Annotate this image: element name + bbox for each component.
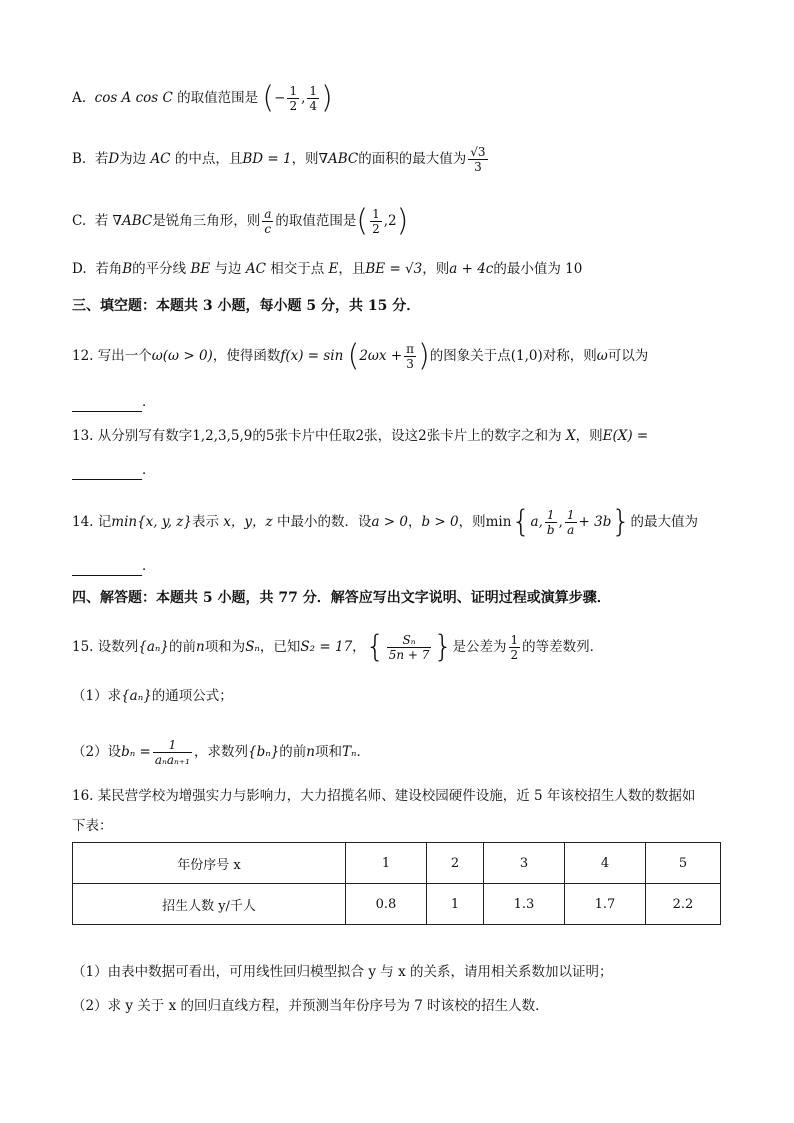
math-expr: ∇ABC xyxy=(318,151,359,167)
numerator: √3 xyxy=(470,145,486,159)
text: 与边 xyxy=(214,261,242,277)
table-cell: 4 xyxy=(565,843,646,884)
period: ． xyxy=(142,462,156,478)
option-a xyxy=(72,80,734,116)
numerator: π xyxy=(406,342,415,356)
text: 项和为 xyxy=(204,639,246,655)
text: 若角 xyxy=(95,261,123,277)
comma: , xyxy=(301,90,306,106)
answer-blank-14[interactable] xyxy=(72,556,734,576)
math-expr: x，y，z xyxy=(223,514,273,530)
text: 的前 xyxy=(168,639,196,655)
numerator: 1 xyxy=(372,207,380,221)
brace-open: { xyxy=(511,504,531,540)
table-cell: 0.8 xyxy=(346,884,427,925)
paren-close: ) xyxy=(321,80,333,116)
math-expr: (1,0) xyxy=(510,348,543,364)
text: 表示 xyxy=(192,514,219,530)
question-16-line-2: 下表： xyxy=(72,818,113,834)
question-15-part-1 xyxy=(72,686,734,706)
period: ． xyxy=(142,558,156,574)
fraction xyxy=(153,738,192,767)
math-var: X xyxy=(565,428,576,444)
text: 为边 xyxy=(119,151,147,167)
denominator: 3 xyxy=(406,357,414,371)
blank-line[interactable] xyxy=(72,465,142,480)
option-c xyxy=(72,203,734,239)
math-var: D xyxy=(108,151,120,167)
denominator: 2 xyxy=(289,99,298,113)
table-cell: 2.2 xyxy=(646,884,721,925)
question-12 xyxy=(72,338,734,374)
text: 若 xyxy=(94,213,109,229)
table-cell: 1.3 xyxy=(484,884,565,925)
fraction xyxy=(262,207,273,236)
blank-line[interactable] xyxy=(72,397,142,412)
math-expr: S₂ = 17 xyxy=(300,639,353,655)
denominator: 2 xyxy=(510,648,519,662)
math-expr: min{x, y, z} xyxy=(111,514,192,530)
brace-close: } xyxy=(433,629,453,665)
paren-open: ( xyxy=(262,80,275,116)
question-14 xyxy=(72,504,734,540)
question-15-part-2 xyxy=(72,738,734,767)
text: ，求数列 xyxy=(194,744,248,760)
math-expr: BD = 1 xyxy=(242,151,292,167)
fraction xyxy=(545,508,557,537)
text: 写出一个 xyxy=(97,348,152,364)
fraction xyxy=(565,508,577,537)
text: ，使得函数 xyxy=(212,348,281,364)
question-15 xyxy=(72,629,734,665)
math-expr: cos A cos C xyxy=(94,90,173,106)
math-var: B xyxy=(122,261,133,277)
numerator: Sₙ xyxy=(387,633,432,648)
math-expr: {bₙ} xyxy=(248,744,280,760)
text: 中最小的数．设 xyxy=(276,514,372,530)
option-text: 的取值范围是 xyxy=(177,90,259,106)
text: ，则 xyxy=(458,514,486,530)
math-expr: 2ωx + xyxy=(359,348,403,364)
text: 设数列 xyxy=(97,639,139,655)
numerator: 1 xyxy=(510,633,519,647)
math-expr: {aₙ} xyxy=(121,688,152,704)
math-expr: ,2 xyxy=(383,213,397,229)
denominator: 3 xyxy=(474,160,482,174)
table-row xyxy=(73,884,721,925)
text: 的前 xyxy=(279,744,307,760)
text: ， xyxy=(352,639,366,655)
math-expr: 5 xyxy=(265,428,275,444)
option-b xyxy=(72,145,734,174)
text: 对称，则 xyxy=(542,348,597,364)
fraction xyxy=(387,633,432,662)
math-expr: a > 0 xyxy=(371,514,408,530)
data-table xyxy=(72,842,721,925)
denominator: a xyxy=(567,523,575,537)
text: 是公差为 xyxy=(452,639,507,655)
math-var: BE xyxy=(190,261,211,277)
math-expr: 2 xyxy=(355,428,365,444)
math-var: ω xyxy=(596,348,608,364)
text: 的最大值为 xyxy=(630,514,698,530)
period: ． xyxy=(142,394,156,410)
math-var: n xyxy=(306,744,315,760)
question-number: 13. xyxy=(72,428,94,444)
math-expr: + 3b xyxy=(578,514,612,530)
fraction xyxy=(307,84,319,113)
table-cell: 1 xyxy=(346,843,427,884)
paren-open: ( xyxy=(347,338,360,374)
question-16-part-2: （2）求 y 关于 x 的回归直线方程，并预测当年份序号为 7 时该校的招生人数． xyxy=(72,998,549,1014)
question-number: 12. xyxy=(72,348,94,364)
text: 若 xyxy=(94,151,109,167)
question-16-line-1: 16. 某民营学校为增强实力与影响力，大力招揽名师、建设校园硬件设施，近 5 年该校招生人数的数据如 xyxy=(72,788,696,804)
text: 的最小值为 10 xyxy=(493,261,583,277)
fraction xyxy=(468,145,487,174)
text: ． xyxy=(356,744,370,760)
text: 的面积的最大值为 xyxy=(358,151,467,167)
table-row xyxy=(73,843,721,884)
comma: , xyxy=(558,514,563,530)
math-expr: b > 0 xyxy=(421,514,459,530)
math-expr: bₙ = xyxy=(121,744,151,760)
denominator: 4 xyxy=(309,99,318,113)
table-cell: 1.7 xyxy=(565,884,646,925)
fraction xyxy=(404,342,416,371)
table-cell: 5 xyxy=(646,843,721,884)
text: 是锐角三角形，则 xyxy=(152,213,261,229)
numerator: 1 xyxy=(309,84,318,98)
text: 记 xyxy=(97,514,112,530)
text: ，则 xyxy=(422,261,450,277)
fraction xyxy=(509,633,521,662)
text: 项和 xyxy=(315,744,342,760)
question-16-part-1: （1）由表中数据可看出，可用线性回归模型拟合 y 与 x 的关系，请用相关系数加以证明； xyxy=(72,964,613,980)
text: ，且 xyxy=(338,261,366,277)
option-label: D. xyxy=(72,261,87,277)
text: 张，设这 xyxy=(364,428,419,444)
paren-close: ) xyxy=(418,338,430,374)
math-expr: Tₙ xyxy=(342,744,357,760)
brace-open: { xyxy=(365,629,385,665)
table-cell: 招生人数 y/千人 xyxy=(73,884,346,925)
question-number: 15. xyxy=(72,639,94,655)
math-var: n xyxy=(195,639,205,655)
numerator: 1 xyxy=(566,508,575,522)
math-expr: {aₙ} xyxy=(138,639,169,655)
text: （2）设 xyxy=(72,744,122,760)
denominator: 2 xyxy=(372,222,380,236)
text: 的图象关于点 xyxy=(429,348,511,364)
section-3-header: 三、填空题：本题共 3 小题，每小题 5 分，共 15 分． xyxy=(72,298,421,314)
math-expr: a, xyxy=(530,514,543,530)
math-expr: E(X) = xyxy=(602,428,649,444)
denominator: c xyxy=(264,222,272,236)
math-var: E xyxy=(328,261,339,277)
text: ，则 xyxy=(575,428,603,444)
brace-close: } xyxy=(611,504,631,540)
text: ，已知 xyxy=(259,639,301,655)
text: 的平分线 xyxy=(132,261,187,277)
text: 的 xyxy=(252,428,266,444)
math-expr: BE = √3 xyxy=(365,261,423,277)
math-expr: 1,2,3,5,9 xyxy=(192,428,253,444)
math-var: AC xyxy=(245,261,266,277)
text: 张卡片中任取 xyxy=(274,428,356,444)
answer-blank-12[interactable] xyxy=(72,392,734,412)
math-expr: min xyxy=(485,514,512,530)
math-expr: a + 4c xyxy=(449,261,494,277)
text: 的等差数列． xyxy=(522,639,604,655)
math-var: AC xyxy=(150,151,171,167)
denominator: b xyxy=(546,523,555,537)
answer-blank-13[interactable] xyxy=(72,460,734,480)
option-label: B. xyxy=(72,151,87,167)
table-cell: 年份序号 x xyxy=(73,843,346,884)
text: ，则 xyxy=(291,151,319,167)
question-number: 14. xyxy=(72,514,94,530)
option-label: A. xyxy=(72,90,87,106)
paren-close: ) xyxy=(396,203,409,239)
denominator: 5n + 7 xyxy=(388,648,430,662)
text: 从分别写有数字 xyxy=(97,428,193,444)
numerator: 1 xyxy=(545,508,557,523)
blank-line[interactable] xyxy=(72,561,142,576)
text: 的通项公式； xyxy=(151,688,233,704)
fraction xyxy=(287,84,299,113)
text: 的取值范围是 xyxy=(275,213,357,229)
question-13 xyxy=(72,426,734,446)
denominator: aₙaₙ₊₁ xyxy=(154,753,190,767)
minus-sign: − xyxy=(274,90,286,106)
numerator: a xyxy=(264,207,272,221)
math-expr: f(x) = sin xyxy=(280,348,344,364)
text: ， xyxy=(408,514,422,530)
text: 相交于点 xyxy=(270,261,325,277)
table-cell: 1 xyxy=(427,884,484,925)
table-cell: 2 xyxy=(427,843,484,884)
math-expr: ∇ABC xyxy=(112,213,153,229)
text: 张卡片上的数字之和为 xyxy=(426,428,562,444)
text: （1）求 xyxy=(72,688,122,704)
math-expr: Sₙ xyxy=(245,639,260,655)
table-cell: 3 xyxy=(484,843,565,884)
numerator: 1 xyxy=(289,84,298,98)
option-d xyxy=(72,259,734,279)
numerator: 1 xyxy=(153,738,192,753)
option-label: C. xyxy=(72,213,87,229)
math-expr: 2 xyxy=(418,428,427,444)
fraction xyxy=(370,207,382,236)
math-expr: ω(ω > 0) xyxy=(151,348,213,364)
paren-open: ( xyxy=(356,203,369,239)
text: 可以为 xyxy=(607,348,649,364)
section-4-header: 四、解答题：本题共 5 小题，共 77 分．解答应写出文字说明、证明过程或演算步骤． xyxy=(72,590,611,606)
text: 的中点，且 xyxy=(174,151,243,167)
